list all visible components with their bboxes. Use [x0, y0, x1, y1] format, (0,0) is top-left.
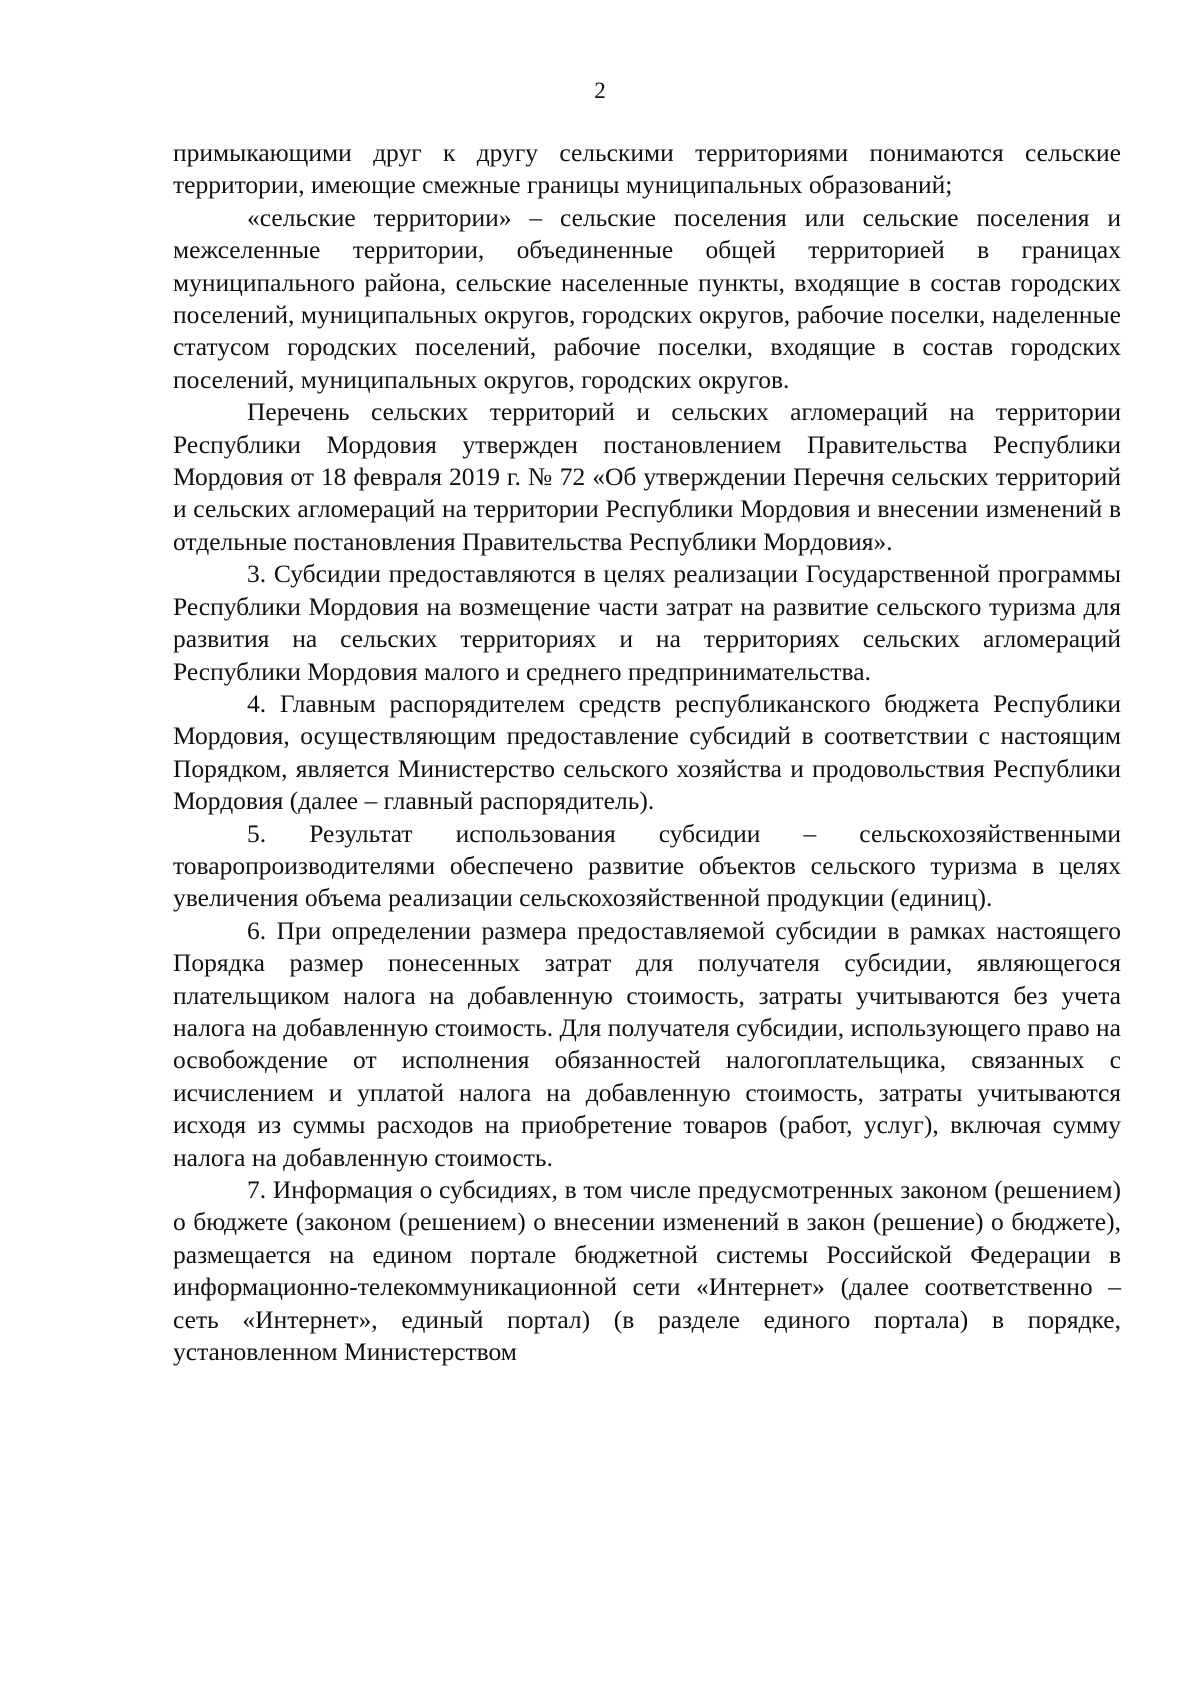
paragraph-territories-list: Перечень сельских территорий и сельских агломераций на территории Республики Мордовия утвержден постановлением Правительства Республики Мордовия от 18 февраля 2019 г. № 72 «Об утверждении Перечня сельских территорий и сельских агломераций на территории Республики Мордовия и внесении изменений в отдельные постановления Правительства Республики Мордовия». [173, 397, 1121, 556]
paragraph-item-3: 3. Субсидии предоставляются в целях реализации Государственной программы Республики Мордовия на возмещение части затрат на развитие сельского туризма для развития на сельских территориях и на территориях сельских агломераций Республики Мордовия малого и среднего предпринимательства. [173, 559, 1121, 686]
paragraph-item-6: 6. При определении размера предоставляемой субсидии в рамках настоящего Порядка размер понесенных затрат для получателя субсидии, являющегося плательщиком налога на добавленную стоимость, затраты учитываются без учета налога на добавленную стоимость. Для получателя субсидии, использующего право на освобождение от исполнения обязанностей налогоплательщика, связанных с исчислением и уплатой налога на добавленную стоимость, затраты учитываются исходя из суммы расходов на приобретение товаров (работ, услуг), включая сумму налога на добавленную стоимость. [173, 915, 1121, 1172]
paragraph-item-7: 7. Информация о субсидиях, в том числе предусмотренных законом (решением) о бюджете (законом (решением) о внесении изменений в закон (решение) о бюджете), размещается на едином портале бюджетной системы Российской Федерации в информационно-телекоммуникационной сети «Интернет» (далее соответственно – сеть «Интернет», единый портал) (в разделе единого портала) в порядке, установленном Министерством [173, 1175, 1121, 1367]
paragraph-continuation: примыкающими друг к другу сельскими территориями понимаются сельские территории, имеющие смежные границы муниципальных образований; [173, 138, 1121, 200]
paragraph-item-5: 5. Результат использования субсидии – сельскохозяйственными товаропроизводителями обеспечено развитие объектов сельского туризма в целях увеличения объема реализации сельскохозяйственной продукции (единиц). [173, 818, 1121, 913]
page-number: 2 [594, 78, 606, 103]
paragraph-rural-territories-definition: «сельские территории» – сельские поселения или сельские поселения и межселенные территории, объединенные общей территорией в границах муниципального района, сельские населенные пункты, входящие в состав городских поселений, муниципальных округов, городских округов, рабочие поселки, наделенные статусом городских поселений, рабочие поселки, входящие в состав городских поселений, муниципальных округов, городских округов. [173, 202, 1121, 394]
paragraph-item-4: 4. Главным распорядителем средств республиканского бюджета Республики Мордовия, осуществляющим предоставление субсидий в соответствии с настоящим Порядком, является Министерство сельского хозяйства и продовольствия Республики Мордовия (далее – главный распорядитель). [173, 688, 1121, 816]
document-body [173, 137, 1121, 1368]
